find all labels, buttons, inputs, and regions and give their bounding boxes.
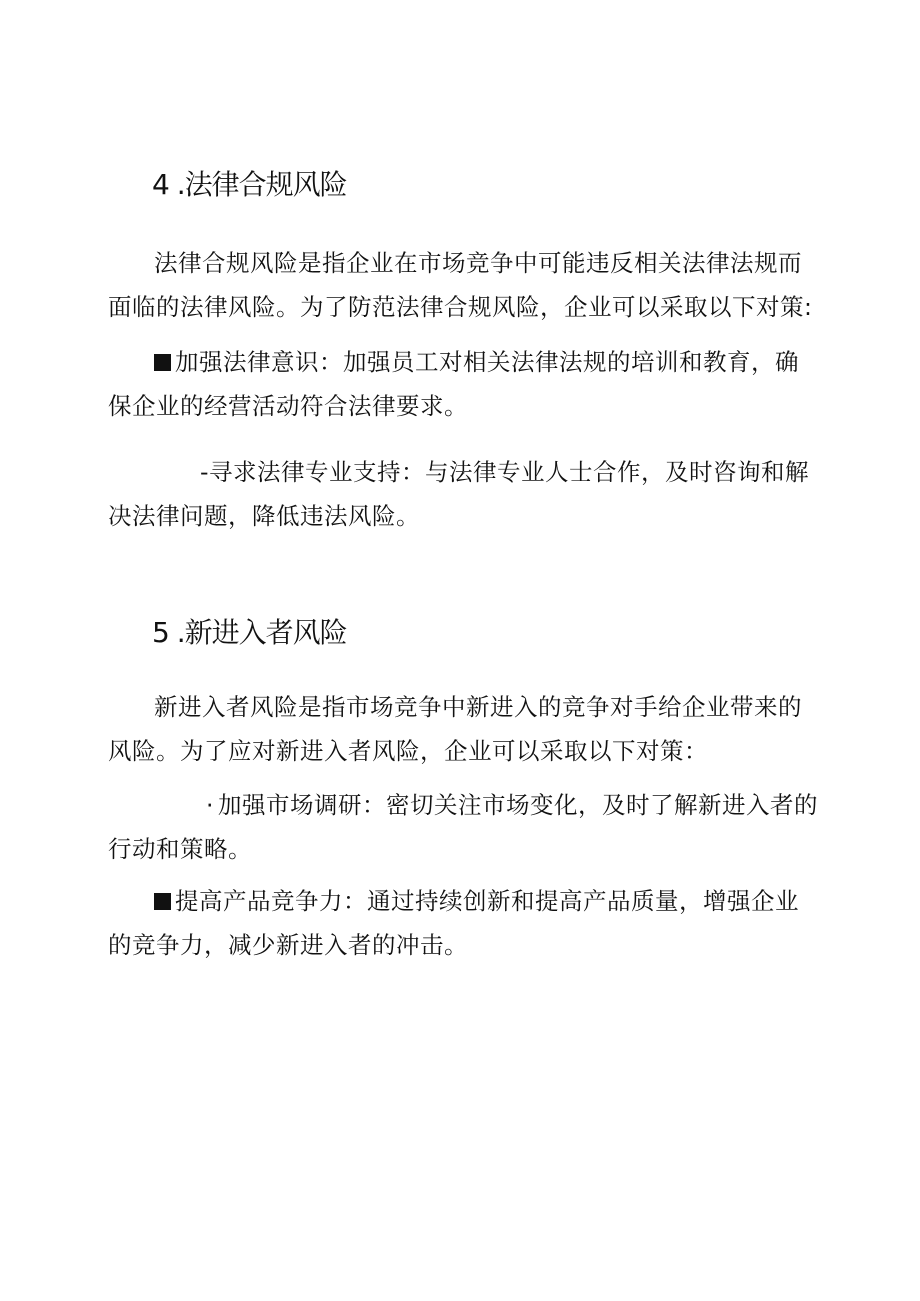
- section-5-item-1: [108, 783, 822, 871]
- section-4-intro: 法律合规风险是指企业在市场竞争中可能违反相关法律法规而面临的法律风险。为了防范法律合规风险，企业可以采取以下对策:: [108, 249, 813, 321]
- square-bullet-icon: [154, 893, 171, 910]
- section-4-item-1-text: 加强法律意识：加强员工对相关法律法规的培训和教育，确保企业的经营活动符合法律要求。: [108, 348, 799, 420]
- section-5-item-1-text: 加强市场调研：密切关注市场变化，及时了解新进入者的行动和策略。: [108, 791, 818, 863]
- section-5-item-2: [108, 879, 822, 967]
- square-bullet-icon: [154, 354, 171, 371]
- section-4-item-2-text: 寻求法律专业支持：与法律专业人士合作，及时咨询和解决法律问题，降低违法风险。: [108, 458, 809, 530]
- section-5-item-2-text: 提高产品竞争力：通过持续创新和提高产品质量，增强企业的竞争力，减少新进入者的冲击。: [108, 887, 799, 959]
- section-heading-4: 4 .法律合规风险: [152, 168, 347, 201]
- section-4-item-2: [108, 450, 822, 538]
- dash-bullet: -: [200, 458, 209, 486]
- dot-bullet: ·: [206, 791, 214, 819]
- section-heading-5: 5 .新进入者风险: [152, 616, 347, 649]
- section-4-item-1: [108, 340, 822, 428]
- section-5-intro: 新进入者风险是指市场竞争中新进入的竞争对手给企业带来的风险。为了应对新进入者风险，企业可以采取以下对策：: [108, 693, 802, 765]
